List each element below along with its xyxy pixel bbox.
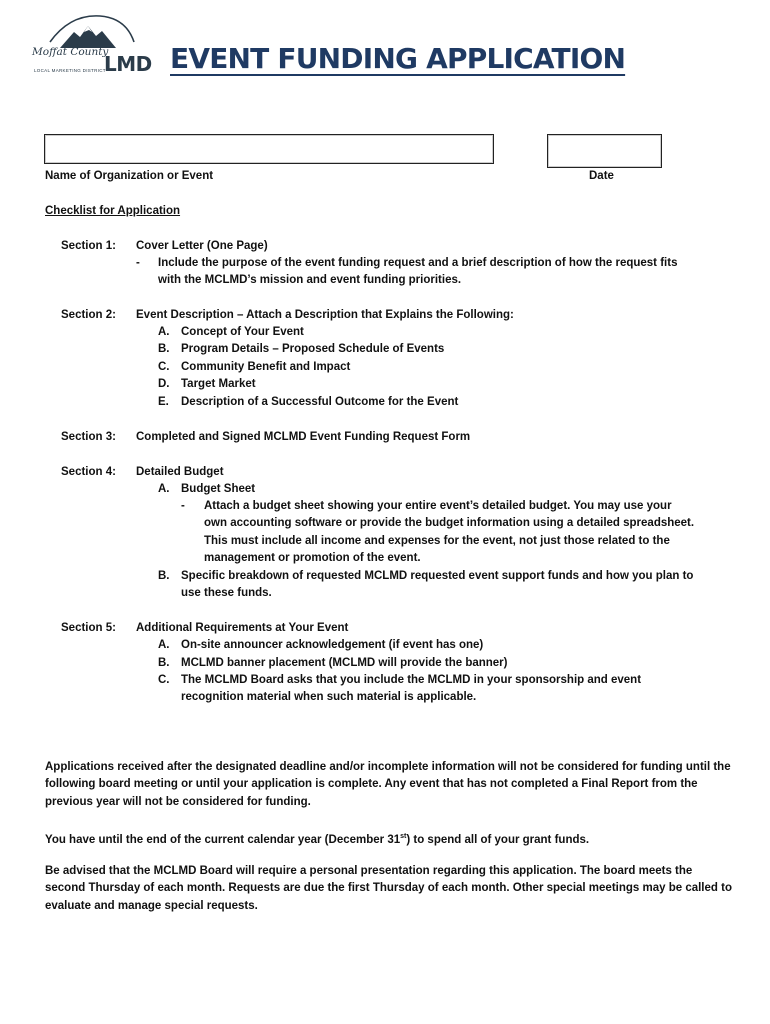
section-4-item-a: Budget Sheet: [181, 483, 256, 495]
section-5-item-a: On-site announcer acknowledgement (if event has one): [181, 639, 484, 651]
section-2-item-a: Concept of Your Event: [181, 326, 304, 338]
section-5-item-c-2: recognition material when such material is applicable.: [181, 691, 477, 703]
section-2-item-b-marker: B.: [158, 343, 170, 355]
section-2-item-d: Target Market: [181, 378, 256, 390]
section-2-item-c: Community Benefit and Impact: [181, 361, 351, 373]
section-4-item-a-marker: A.: [158, 483, 170, 495]
section-4-dash: -: [181, 500, 185, 512]
section-5-item-a-marker: A.: [158, 639, 170, 651]
organization-label: Name of Organization or Event: [45, 170, 214, 182]
date-label: Date: [589, 170, 614, 182]
section-2-item-a-marker: A.: [158, 326, 170, 338]
section-4-detail-2: own accounting software or provide the budget information using a detailed spreadsheet.: [204, 517, 695, 529]
section-4-title: Detailed Budget: [136, 466, 224, 478]
section-4-detail-4: management or promotion of the event.: [204, 552, 421, 564]
date-field[interactable]: [547, 134, 662, 168]
section-2-item-e: Description of a Successful Outcome for the Event: [181, 396, 459, 408]
section-3-label: Section 3:: [61, 431, 116, 443]
organization-name-field[interactable]: [44, 134, 494, 164]
section-5-item-c-1: The MCLMD Board asks that you include the MCLMD in your sponsorship and event: [181, 674, 642, 686]
logo-script-text: Moffat County: [32, 46, 109, 58]
logo-acronym: LMD: [104, 52, 152, 76]
section-2-item-c-marker: C.: [158, 361, 170, 373]
deadline-note: Applications received after the designated deadline and/or incomplete information will not be considered for funding until the following board meeting or until your application is complete. Any event that has not completed a Final Report from the previous year will not be considered for funding.: [45, 761, 731, 808]
section-3-title: Completed and Signed MCLMD Event Funding Request Form: [136, 431, 471, 443]
section-4-detail-3: This must include all income and expenses for the event, not just those related to the: [204, 535, 670, 547]
section-4-detail-1: Attach a budget sheet showing your entire event’s detailed budget. You may use your: [204, 500, 672, 512]
section-1-dash: -: [136, 257, 140, 269]
section-5-item-c-marker: C.: [158, 674, 170, 686]
section-1-text-2: with the MCLMD’s mission and event funding priorities.: [158, 274, 462, 286]
section-1-label: Section 1:: [61, 240, 116, 252]
section-4-item-b-2: use these funds.: [181, 587, 272, 599]
section-4-label: Section 4:: [61, 466, 116, 478]
section-5-item-b: MCLMD banner placement (MCLMD will provide the banner): [181, 657, 508, 669]
section-2-item-d-marker: D.: [158, 378, 170, 390]
logo-subtitle: LOCAL MARKETING DISTRICT: [34, 68, 106, 73]
presentation-note: Be advised that the MCLMD Board will require a personal presentation regarding this application. The board meets the second Thursday of each month. Requests are due the first Thursday of each month. Other special meetings may be called to evaluate and manage special requests.: [45, 865, 732, 912]
section-2-item-e-marker: E.: [158, 396, 169, 408]
section-1-title: Cover Letter (One Page): [136, 240, 268, 252]
section-5-item-b-marker: B.: [158, 657, 170, 669]
district-logo: [30, 12, 152, 78]
section-5-title: Additional Requirements at Your Event: [136, 622, 349, 634]
section-1-text-1: Include the purpose of the event funding request and a brief description of how the request fits: [158, 257, 678, 269]
page-title: EVENT FUNDING APPLICATION: [170, 42, 626, 75]
section-2-label: Section 2:: [61, 309, 116, 321]
section-2-title: Event Description – Attach a Description that Explains the Following:: [136, 309, 514, 321]
section-5-label: Section 5:: [61, 622, 116, 634]
grant-period-note: You have until the end of the current calendar year (December 31st) to spend all of your grant funds.: [45, 833, 590, 846]
section-4-item-b-marker: B.: [158, 570, 170, 582]
section-4-item-b-1: Specific breakdown of requested MCLMD requested event support funds and how you plan to: [181, 570, 694, 582]
checklist-heading: Checklist for Application: [45, 205, 181, 217]
section-2-item-b: Program Details – Proposed Schedule of Events: [181, 343, 445, 355]
